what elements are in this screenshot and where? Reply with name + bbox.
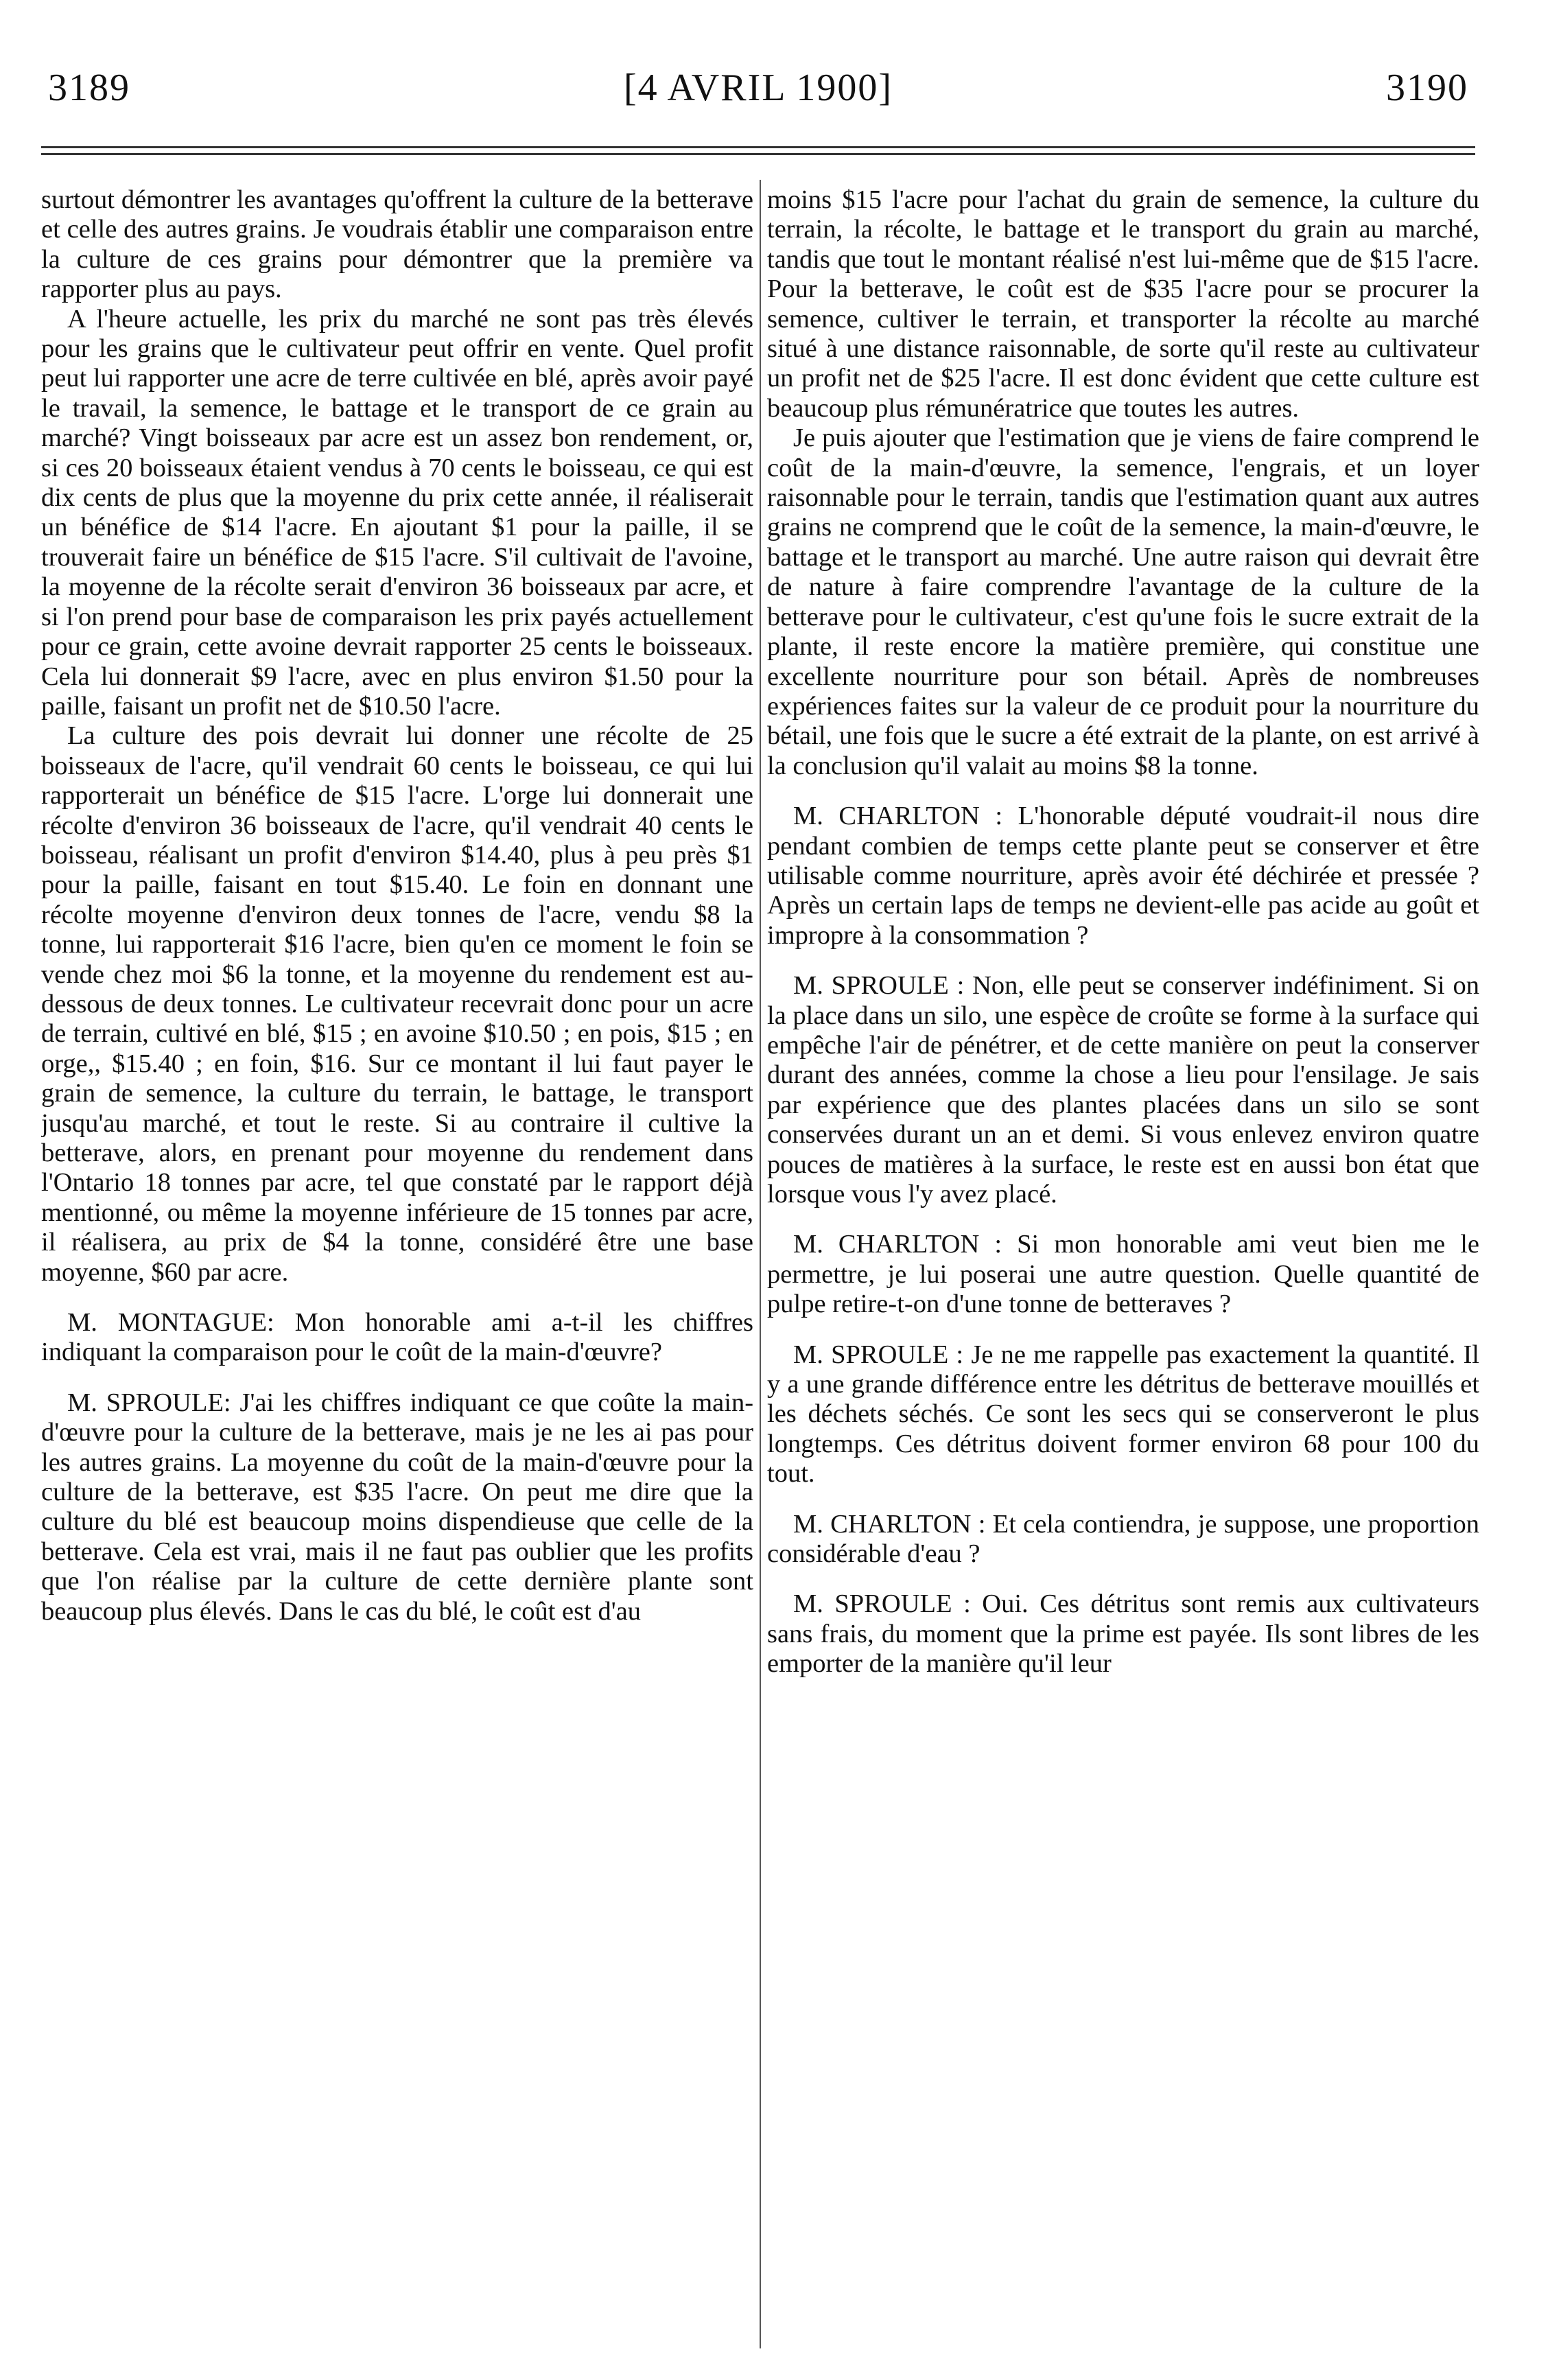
page-header <box>48 66 1468 121</box>
page-number-right: 3190 <box>1386 67 1468 109</box>
paragraph: Je puis ajouter que l'estimation que je viens de faire comprend le coût de la main-d'œuvre, la semence, l'engrais, et un loyer raisonnable pour le terrain, tandis que l'estimation quant aux autres grains ne comprend que le coût de la semence, la main-d'œuvre, le battage et le transport au marché. Une autre raison qui devrait être de nature à faire comprendre l'avantage de la culture de la betterave pour le cultivateur, c'est qu'une fois le sucre extrait de la plante, il reste encore la matière première, qui constitue une excellente nourriture pour son bétail. Après de nombreuses expériences faites sur la valeur de ce produit pour la nourriture du bétail, une fois que le sucre a été extrait de la plante, on est arrivé à la conclusion qu'il valait au moins $8 la tonne. <box>767 423 1479 780</box>
paragraph: M. SPROULE : Oui. Ces détritus sont remis aux cultivateurs sans frais, du moment que la prime est payée. Ils sont libres de les emporter de la manière qu'il leur <box>767 1589 1479 1679</box>
paragraph: M. SPROULE : Non, elle peut se conserver indéfiniment. Si on la place dans un silo, une espèce de croûte se forme à la surface qui empêche l'air de pénétrer, et de cette manière on peut la conserver durant des années, comme la chose a lieu pour l'ensilage. Je sais par expérience que des plantes placées dans un silo se sont conservées durant un an et demi. Si vous enlevez environ quatre pouces de matières à la surface, le reste est en aussi bon état que lorsque vous l'y avez placé. <box>767 971 1479 1209</box>
paragraph: M. SPROULE : Je ne me rappelle pas exactement la quantité. Il y a une grande différence entre les détritus de betterave mouillés et les déchets séchés. Ce sont les secs qui se conserveront le plus longtemps. Ces détritus doivent former environ 68 pour 100 du tout. <box>767 1340 1479 1489</box>
paragraph: A l'heure actuelle, les prix du marché ne sont pas très élevés pour les grains que le cultivateur peut offrir en vente. Quel profit peut lui rapporter une acre de terre cultivée en blé, après avoir payé le travail, la semence, le battage et le transport de ce grain au marché? Vingt boisseaux par acre est un assez bon rendement, or, si ces 20 boisseaux étaient vendus à 70 cents le boisseau, ce qui est dix cents de plus que la moyenne du prix cette année, il réaliserait un bénéfice de $14 l'acre. En ajoutant $1 pour la paille, il se trouverait faire un bénéfice de $15 l'acre. S'il cultivait de l'avoine, la moyenne de la récolte serait d'environ 36 boisseaux par acre, et si l'on prend pour base de comparaison les prix payés actuellement pour ce grain, cette avoine devrait rapporter 25 cents le boisseaux. Cela lui donnerait $9 l'acre, avec en plus environ $1.50 pour la paille, faisant un profit net de $10.50 l'acre. <box>41 304 753 721</box>
speaker-name: M. SPROULE: <box>67 1388 231 1417</box>
paragraph: moins $15 l'acre pour l'achat du grain de semence, la culture du terrain, la récolte, le battage et le transport du grain au marché, tandis que tout le montant réalisé n'est lui-même que de $15 l'acre. Pour la betterave, le coût est de $35 l'acre pour se procurer la semence, cultiver le terrain, et transporter la récolte au marché situé à une distance raisonnable, de sorte qu'il reste au cultivateur un profit net de $25 l'acre. Il est donc évident que cette culture est beaucoup plus rémunératrice que toutes les autres. <box>767 185 1479 423</box>
speaker-name: M. SPROULE : <box>793 1340 964 1369</box>
speaker-name: M. CHARLTON : <box>793 1230 1002 1259</box>
paragraph: M. MONTAGUE: Mon honorable ami a-t-il les chiffres indiquant la comparaison pour le coût de la main-d'œuvre? <box>41 1308 753 1367</box>
column-divider <box>760 180 761 2348</box>
header-rule-top <box>41 146 1475 148</box>
speaker-name: M. MONTAGUE: <box>67 1308 274 1338</box>
paragraph: surtout démontrer les avantages qu'offrent la culture de la betterave et celle des autres grains. Je voudrais établir une comparaison entre la culture de ces grains pour démontrer que la première va rapporter plus au pays. <box>41 185 753 304</box>
speaker-name: M. SPROULE : <box>793 971 965 1001</box>
left-column <box>41 185 753 2347</box>
header-rule-bottom <box>41 153 1475 155</box>
right-column <box>767 185 1479 2347</box>
paragraph: M. CHARLTON : Et cela contiendra, je suppose, une proportion considérable d'eau ? <box>767 1509 1479 1569</box>
paragraph: M. SPROULE: J'ai les chiffres indiquant ce que coûte la main-d'œuvre pour la culture de la betterave, mais je ne les ai pas pour les autres grains. La moyenne du coût de la main-d'œuvre pour la culture de la betterave, est $35 l'acre. On peut me dire que la culture du blé est beaucoup moins dispendieuse que celle de la betterave. Cela est vrai, mais il ne faut pas oublier que les profits que l'on réalise par la culture de cette dernière plante sont beaucoup plus élevés. Dans le cas du blé, le coût est d'au <box>41 1388 753 1626</box>
speaker-name: M. CHARLTON : <box>793 802 1003 831</box>
paragraph: M. CHARLTON : L'honorable député voudrait-il nous dire pendant combien de temps cette plante peut se conserver et être utilisable comme nourriture, après avoir été déchirée et pressée ? Après un certain laps de temps ne devient-elle pas acide au goût et impropre à la consommation ? <box>767 802 1479 950</box>
paragraph: La culture des pois devrait lui donner une récolte de 25 boisseaux de l'acre, qu'il vendrait 60 cents le boisseau, ce qui lui rapporterait un bénéfice de $15 l'acre. L'orge lui donnerait une récolte d'environ 36 boisseaux de l'acre, qu'il vendrait 40 cents le boisseau, réalisant un profit d'environ $14.40, plus à peu près $1 pour la paille, faisant en tout $15.40. Le foin en donnant une récolte moyenne d'environ deux tonnes de l'acre, vendu $8 la tonne, lui rapporterait $16 l'acre, bien qu'en ce moment le foin se vende chez moi $6 la tonne, et la moyenne du rendement est au-dessous de deux tonnes. Le cultivateur recevrait donc pour un acre de terrain, cultivé en blé, $15 ; en avoine $10.50 ; en pois, $15 ; en orge,, $15.40 ; en foin, $16. Sur ce montant il lui faut payer le grain de semence, la culture du terrain, le battage, le transport jusqu'au marché, et tout le reste. Si au contraire il cultive la betterave, alors, en prenant pour moyenne du rendement dans l'Ontario 18 tonnes par acre, tel que constaté par le rapport déjà mentionné, ou même la moyenne inférieure de 15 tonnes par acre, il réalisera, au prix de $4 la tonne, considéré être une base moyenne, $60 par acre. <box>41 721 753 1287</box>
paragraph: M. CHARLTON : Si mon honorable ami veut bien me le permettre, je lui poserai une autre question. Quelle quantité de pulpe retire-t-on d'une tonne de betteraves ? <box>767 1230 1479 1319</box>
speaker-name: M. SPROULE : <box>793 1589 971 1619</box>
header-date: [4 AVRIL 1900] <box>624 67 893 109</box>
page-number-left: 3189 <box>48 67 130 109</box>
speaker-name: M. CHARLTON : <box>793 1509 986 1539</box>
